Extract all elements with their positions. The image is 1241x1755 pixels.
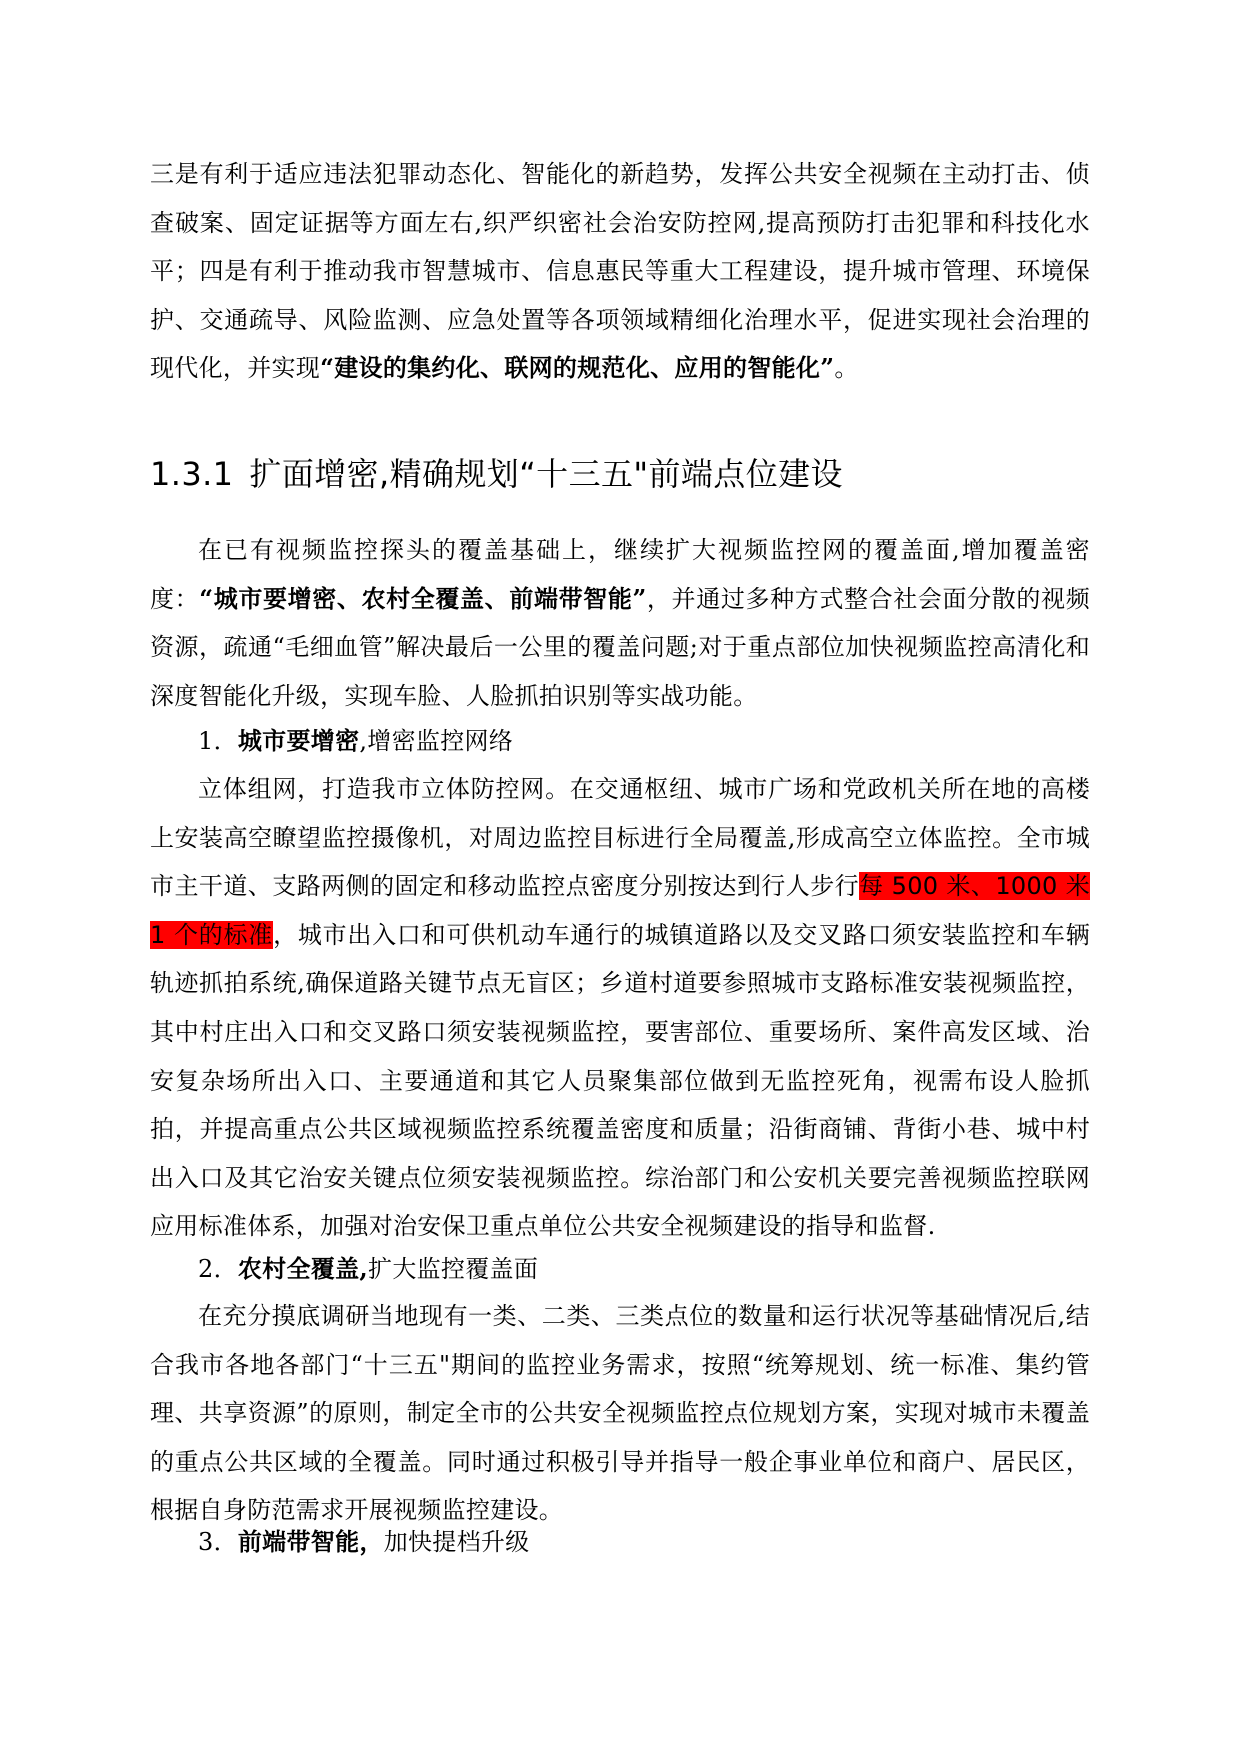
- paragraph-text: ，并通过多种方式整合社会面分散的视频资源，疏通“毛细血管”解决最后一公里的覆盖问题;对于重点部位加快视频监控高清化和深度智能化升级，实现车脸、人脸抓拍识别等实战功能。: [150, 584, 1090, 710]
- list-item-smart: [198, 1522, 1090, 1562]
- list-item-rural: [198, 1249, 1090, 1289]
- item-bold-title: 城市要增密: [237, 726, 360, 755]
- section-heading: [150, 451, 1090, 497]
- item-subtitle: ,增密监控网络: [359, 727, 514, 755]
- item-number: 1．: [198, 727, 238, 755]
- item-subtitle: 加快提档升级: [383, 1528, 530, 1556]
- paragraph-text: ，城市出入口和可供机动车通行的城镇道路以及交叉路口须安装监控和车辆轨迹抓拍系统,确保道路关键节点无盲区；乡道村道要参照城市支路标准安装视频监控，其中村庄出入口和交叉路口须安装视频监控，要害部位、重要场所、案件高发区域、治安复杂场所出入口、主要通道和其它人员聚集部位做到无监控死角，视需布设人脸抓拍，并提高重点公共区域视频监控系统覆盖密度和质量；沿街商铺、背街小巷、城中村出入口及其它治安关键点位须安装视频监控。综治部门和公安机关要完善视频监控联网应用标准体系，加强对治安保卫重点单位公共安全视频建设的指导和监督.: [150, 920, 1091, 1241]
- paragraph-expand-coverage: [150, 526, 1090, 720]
- paragraph-text: 在充分摸底调研当地现有一类、二类、三类点位的数量和运行状况等基础情况后,结合我市各地各部门“十三五"期间的监控业务需求，按照“统筹规划、统一标准、集约管理、共享资源”的原则，制定全市的公共安全视频监控点位规划方案，实现对城市未覆盖的重点公共区域的全覆盖。同时通过积极引导并指导一般企事业单位和商户、居民区，根据自身防范需求开展视频监控建设。: [150, 1302, 1090, 1525]
- section-title: 扩面增密,精确规划“十三五"前端点位建设: [249, 455, 843, 493]
- bold-phrase: “城市要增密、农村全覆盖、前端带智能”: [199, 583, 647, 613]
- item-bold-title: 前端带智能，: [237, 1527, 384, 1556]
- paragraph-end: 。: [834, 354, 859, 383]
- paragraph-benefits: [150, 150, 1090, 393]
- list-item-city: [198, 721, 1090, 761]
- section-number: 1.3.1: [150, 455, 234, 493]
- item-number: 2．: [198, 1255, 238, 1283]
- item-subtitle: 扩大监控覆盖面: [368, 1255, 539, 1283]
- bold-phrase: “建设的集约化、联网的规范化、应用的智能化”: [320, 353, 835, 383]
- item-bold-title: 农村全覆盖,: [237, 1254, 369, 1283]
- paragraph-text: 立体组网，打造我市立体防控网。在交通枢纽、城市广场和党政机关所在地的高楼上安装高空瞭望监控摄像机，对周边监控目标进行全局覆盖,形成高空立体监控。全市城市主干道、支路两侧的固定和移动监控点密度分别按达到行人步行: [150, 775, 1090, 901]
- paragraph-rural-coverage: [150, 1292, 1090, 1535]
- paragraph-city-network: [150, 765, 1090, 1251]
- item-number: 3．: [198, 1528, 238, 1556]
- paragraph-text: 在已有视频监控探头的覆盖基础上，继续扩大视频监控网的覆盖面,增加覆盖密度：: [150, 536, 1090, 613]
- paragraph-text: 三是有利于适应违法犯罪动态化、智能化的新趋势，发挥公共安全视频在主动打击、侦查破案、固定证据等方面左右,织严织密社会治安防控网,提高预防打击犯罪和科技化水平；四是有利于推动我市智慧城市、信息惠民等重大工程建设，提升城市管理、环境保护、交通疏导、风险监测、应急处置等各项领域精细化治理水平，促进实现社会治理的现代化，并实现: [150, 160, 1090, 383]
- highlighted-standard: 每 500 米、1000 米 1 个的标准: [150, 872, 1090, 949]
